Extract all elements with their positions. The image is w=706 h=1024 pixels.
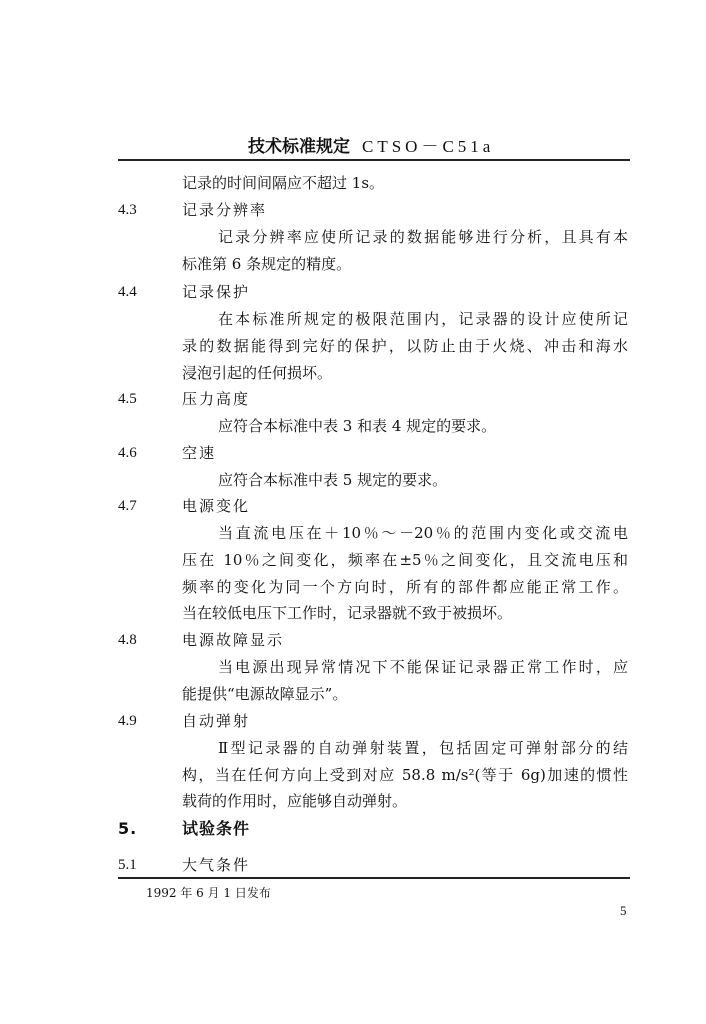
paragraph-line: 当在较低电压下工作时，记录器就不致于被损坏。 [182,604,513,622]
paragraph-line: 记录的时间间隔应不超过 1s。 [182,174,385,192]
header-code: CTSO－C51a [362,137,495,156]
paragraph-line: 构，当在任何方向上受到对应 58.8 m/s²(等于 6g)加速的惯性 [182,766,628,784]
page-number: 5 [620,903,627,918]
running-header [248,132,494,157]
section-number: 4.8 [118,632,137,648]
paragraph-line: 压在 10％之间变化，频率在±5％之间变化，且交流电压和 [182,551,628,569]
section-title: 电源变化 [182,497,251,515]
issue-date: 1992 年 6 月 1 日发布 [146,886,271,900]
paragraph-line: 标准第 6 条规定的精度。 [182,255,352,273]
paragraph-line: 当直流电压在＋10％～－20％的范围内变化或交流电 [218,524,628,542]
header-title: 技术标准规定 [248,137,350,157]
header-rule [118,159,630,161]
section-title: 自动弹射 [182,712,251,730]
paragraph-line: 浸泡引起的任何损坏。 [182,364,333,382]
section-number: 4.9 [118,713,137,729]
paragraph-line: 能提供“电源故障显示”。 [182,685,348,703]
section-title: 记录分辨率 [182,201,268,219]
section-title: 压力高度 [182,390,251,408]
chapter-number: 5. [118,819,138,838]
section-number: 4.4 [118,284,137,300]
section-number: 4.5 [118,391,137,407]
paragraph-line: Ⅱ型记录器的自动弹射装置，包括固定可弹射部分的结 [218,739,628,757]
section-title: 电源故障显示 [182,631,285,649]
section-number: 4.3 [118,202,137,218]
paragraph-line: 频率的变化为同一个方向时，所有的部件都应能正常工作。 [182,578,628,596]
section-number: 4.7 [118,498,137,514]
paragraph-line: 应符合本标准中表 3 和表 4 规定的要求。 [218,417,497,435]
section-title: 记录保护 [182,283,251,301]
subsection-number: 5.1 [118,857,137,873]
subsection-title: 大气条件 [182,856,251,874]
paragraph-line: 在本标准所规定的极限范围内，记录器的设计应使所记 [218,310,628,328]
paragraph-line: 记录分辨率应使所记录的数据能够进行分析，且具有本 [218,228,628,246]
section-title: 空速 [182,444,217,462]
paragraph-line: 载荷的作用时，应能够自动弹射。 [182,792,408,810]
paragraph-line: 当电源出现异常情况下不能保证记录器正常工作时，应 [218,658,628,676]
paragraph-line: 录的数据能得到完好的保护，以防止由于火烧、冲击和海水 [182,337,628,355]
footer-rule [118,877,630,879]
section-number: 4.6 [118,445,137,461]
chapter-title: 试验条件 [182,819,251,838]
paragraph-line: 应符合本标准中表 5 规定的要求。 [218,471,448,489]
